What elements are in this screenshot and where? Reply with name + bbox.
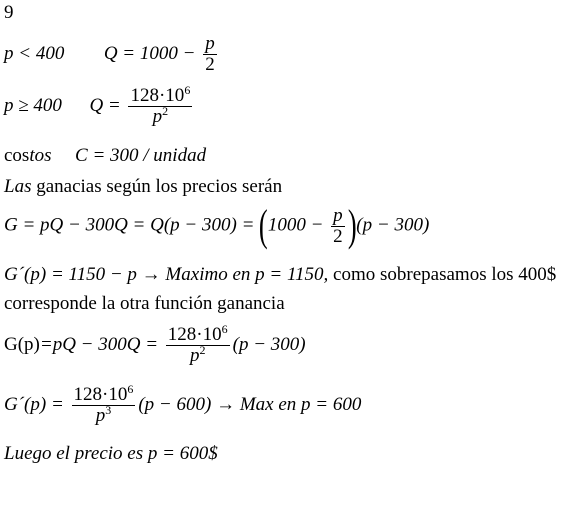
equation-line-2: [4, 83, 195, 127]
denominator-exponent-3: 3: [105, 402, 112, 417]
fraction-128e6-over-p2-b: [166, 322, 230, 366]
numerator-base: 128·10: [130, 85, 185, 106]
derivative-expression-1: G´(p) = 1150 − p → Maximo en p = 1150,: [4, 264, 329, 285]
profit-expression-2: =pQ − 300Q =: [39, 333, 159, 355]
right-paren: ): [347, 201, 357, 250]
fraction-128e6-over-p3: [72, 382, 136, 426]
inner-denominator: 2: [333, 225, 343, 247]
conclusion-line: [4, 443, 218, 465]
cost-line: [4, 145, 206, 167]
denominator-exponent: 2: [162, 103, 169, 118]
intro-text: ganacias según los precios serán: [31, 176, 283, 197]
condition-p-geq-400: p ≥ 400: [4, 94, 62, 116]
condition-p-less-400: p < 400: [4, 42, 65, 64]
fraction-128e6-over-p2: [128, 83, 192, 127]
derivative-comment: como sobrepasamos los 400$: [328, 264, 557, 285]
inner-numerator: p: [333, 204, 343, 226]
equation-line-1: [4, 34, 220, 75]
derivative-result: (p − 600) → Max en p = 600: [138, 393, 362, 415]
derivative-lhs: G´(p) =: [4, 393, 64, 415]
demand-equation-high: Q =: [89, 94, 121, 116]
g-of-p: G(p): [4, 333, 40, 355]
denominator-base-3: p: [95, 404, 106, 426]
fraction-p-over-2-inner: [331, 206, 345, 247]
other-function-line: corresponde la otra función ganancia: [4, 293, 285, 314]
fraction-p-over-2: [203, 34, 217, 75]
denominator-exponent-2: 2: [199, 342, 206, 357]
numerator-exponent-3: 6: [127, 382, 134, 396]
numerator-base-3: 128·10: [73, 384, 128, 405]
derivative-line-1: [4, 264, 556, 286]
costos-italic: tos: [29, 145, 52, 166]
denominator-base: p: [152, 105, 163, 127]
left-paren: (: [259, 201, 268, 250]
fraction-numerator: p: [205, 33, 215, 54]
conclusion-text: Luego el precio es p = 600$: [4, 443, 218, 464]
denominator-base-2: p: [189, 344, 200, 366]
numerator-exponent: 6: [184, 83, 191, 97]
problem-number: 9: [4, 2, 14, 23]
numerator-base-2: 128·10: [167, 324, 222, 345]
profit-factor: (p − 300): [356, 214, 430, 236]
profit-expression: G = pQ − 300Q = Q(p − 300) =: [4, 214, 255, 236]
cost-equation: C = 300 / unidad: [75, 145, 207, 166]
profit-equation-line: [4, 201, 430, 250]
paren-inner: 1000 −: [267, 214, 324, 236]
fraction-denominator: 2: [205, 53, 215, 75]
demand-equation-low: Q = 1000 −: [103, 42, 196, 64]
costos-upright: cos: [4, 145, 30, 166]
intro-text-line: [4, 176, 282, 198]
intro-italic-word: Las: [4, 176, 32, 197]
profit-equation-line-2: [4, 322, 306, 366]
numerator-exponent-2: 6: [221, 322, 228, 336]
profit-factor-2: (p − 300): [232, 333, 306, 355]
derivative-line-2: [4, 382, 362, 426]
